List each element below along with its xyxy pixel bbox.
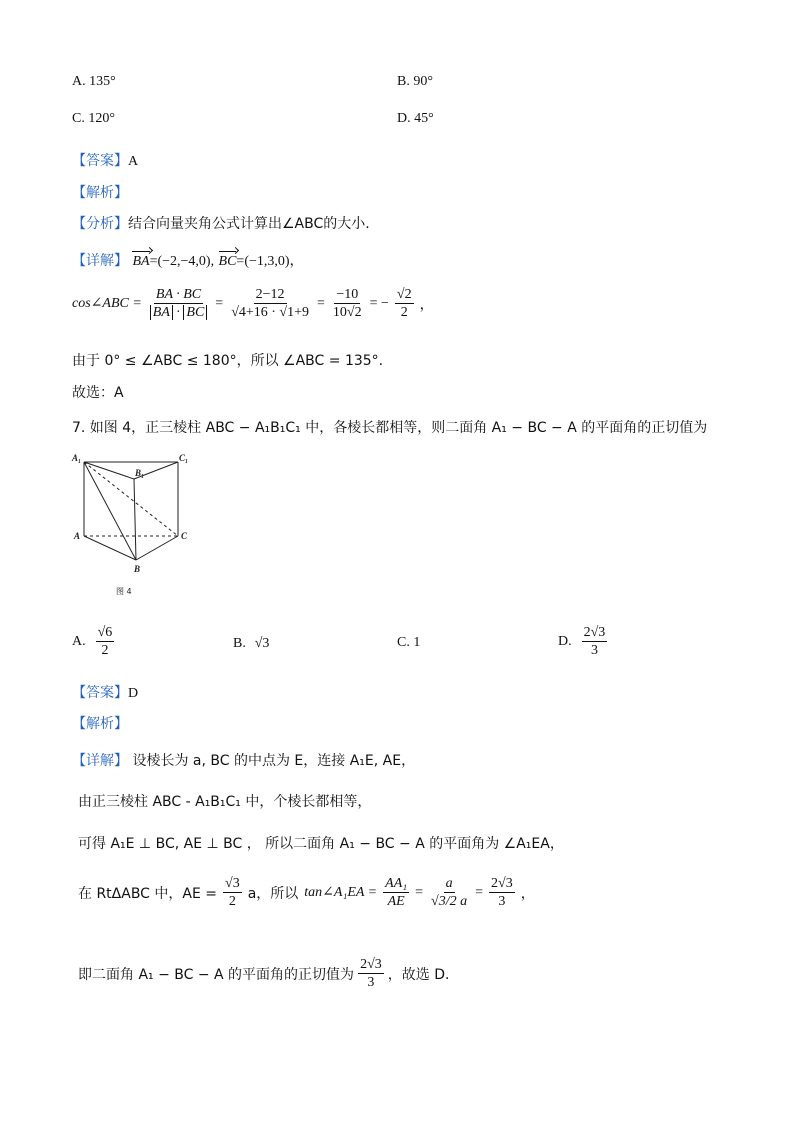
label-b1: B₁ (135, 468, 145, 478)
label-a: A (74, 531, 81, 541)
label-b: B (134, 564, 141, 574)
vector-bc: BC (218, 254, 237, 269)
q7-line3: 可得 A₁E ⊥ BC, AE ⊥ BC ， 所以二面角 A₁ − BC − A 的平面角为 ∠A₁EA， (78, 836, 564, 852)
f4-num: √2 (395, 287, 414, 304)
l4-f1-den: 2 (228, 894, 236, 910)
line4-b: a，所以 (247, 885, 299, 902)
q7-answer-line (72, 682, 138, 702)
q6-option-b: B. 90° (397, 74, 433, 89)
fenxi-text: 结合向量夹角公式计算出∠ABC的大小. (128, 216, 370, 232)
q7-opt-d-label: D. (558, 633, 572, 649)
q7-opt-a-den: 2 (101, 643, 109, 659)
eq-2: = (317, 295, 325, 311)
answer-value: A (128, 154, 139, 169)
f3-den: 10√2 (332, 305, 362, 321)
q7-opt-b-label: B. (233, 636, 246, 651)
q7-option-a (72, 625, 114, 659)
q7-answer-value: D (128, 686, 139, 701)
q7-opt-d-den: 3 (590, 643, 598, 659)
l4-f2-num: AA₁ (383, 876, 409, 893)
cos-den-a: BA (150, 305, 173, 320)
figure-caption: 图 4 (116, 587, 132, 596)
q7-option-c: C. 1 (397, 635, 421, 650)
vector-ba-value: =(−2,−4,0), (149, 254, 215, 269)
q7-line5 (78, 957, 449, 991)
q6-analysis-tag: 【解析】 (72, 185, 128, 201)
line5-b: ，故选 D. (387, 966, 450, 983)
eq-3: = − (369, 295, 389, 311)
q6-option-c: C. 120° (72, 111, 115, 126)
vector-bc-value: =(−1,3,0)， (236, 254, 304, 269)
cos-den-b: BC (183, 305, 207, 320)
label-a1: A₁ (72, 453, 82, 463)
q7-line1: 设棱长为 a, BC 的中点为 E，连接 A₁E, AE， (132, 753, 416, 769)
q7-detail-tag: 【详解】 (72, 753, 128, 769)
line4-c: tan∠A₁EA = (304, 885, 378, 901)
q7-answer-tag: 【答案】 (72, 685, 128, 701)
line4-end: ， (520, 885, 535, 902)
fraction-2 (229, 287, 311, 321)
prism-figure (66, 448, 196, 598)
line4-a: 在 RtΔABC 中，AE = (78, 885, 218, 902)
q7-opt-d-num: 2√3 (582, 625, 608, 642)
q7-option-d (558, 625, 607, 659)
vector-ba: BA (132, 254, 150, 269)
q7-line2: 由正三棱柱 ABC - A₁B₁C₁ 中，个棱长都相等， (78, 794, 372, 810)
q6-detail-line (72, 250, 304, 270)
q7-opt-b-val: √3 (254, 636, 270, 651)
fenxi-tag: 【分析】 (72, 216, 128, 232)
q7-analysis-tag: 【解析】 (72, 716, 128, 732)
l4-f1-num: √3 (223, 876, 242, 893)
l4-f4-den: 3 (498, 894, 506, 910)
q6-option-a: A. 135° (72, 74, 116, 89)
l4-f3-num: a (444, 876, 455, 893)
f3-num: −10 (334, 287, 360, 304)
q6-range-line: 由于 0° ≤ ∠ABC ≤ 180°，所以 ∠ABC = 135°. (72, 353, 384, 369)
q6-choose: 故选：A (72, 385, 124, 401)
q6-option-d: D. 45° (397, 111, 434, 126)
line5-a: 即二面角 A₁ − BC − A 的平面角的正切值为 (78, 966, 355, 983)
line4-eq2: = (475, 884, 484, 900)
l4-f4-num: 2√3 (489, 876, 515, 893)
cos-fraction: $\frac{BA \cdot BC}{BA \cdot BC}$ (148, 287, 210, 321)
l5-den: 3 (367, 975, 375, 991)
label-c1: C₁ (179, 453, 189, 463)
l4-f2-den: AE (387, 894, 405, 910)
label-c: C (181, 531, 188, 541)
line4-eq: = (415, 884, 424, 900)
q7-detail-line1 (72, 750, 415, 770)
q7-opt-a-num: √6 (96, 625, 115, 642)
answer-tag: 【答案】 (72, 153, 128, 169)
l5-num: 2√3 (358, 957, 384, 974)
cosine-formula (72, 287, 434, 321)
q7-option-b (233, 635, 269, 652)
fraction-4 (395, 287, 414, 321)
cos-num: BA · BC (154, 287, 203, 304)
detail-tag: 【详解】 (72, 253, 128, 269)
f4-den: 2 (400, 305, 408, 321)
q7-opt-a-label: A. (72, 633, 86, 649)
q6-fenxi-line (72, 213, 370, 233)
f2-den: √4+16 · √1+9 (231, 305, 310, 321)
eq-1: = (215, 295, 224, 311)
cos-lhs: cos∠ABC = (72, 296, 142, 312)
q7-stem: 7. 如图 4，正三棱柱 ABC − A₁B₁C₁ 中，各棱长都相等，则二面角 A₁ − BC − A 的平面角的正切值为 (72, 420, 708, 436)
fraction-3 (331, 287, 364, 321)
q6-answer-line (72, 150, 138, 170)
q7-line4 (78, 876, 535, 910)
comma: ， (419, 296, 434, 313)
f2-num: 2−12 (254, 287, 287, 304)
l4-f3-den: √3/2 a (431, 894, 468, 910)
